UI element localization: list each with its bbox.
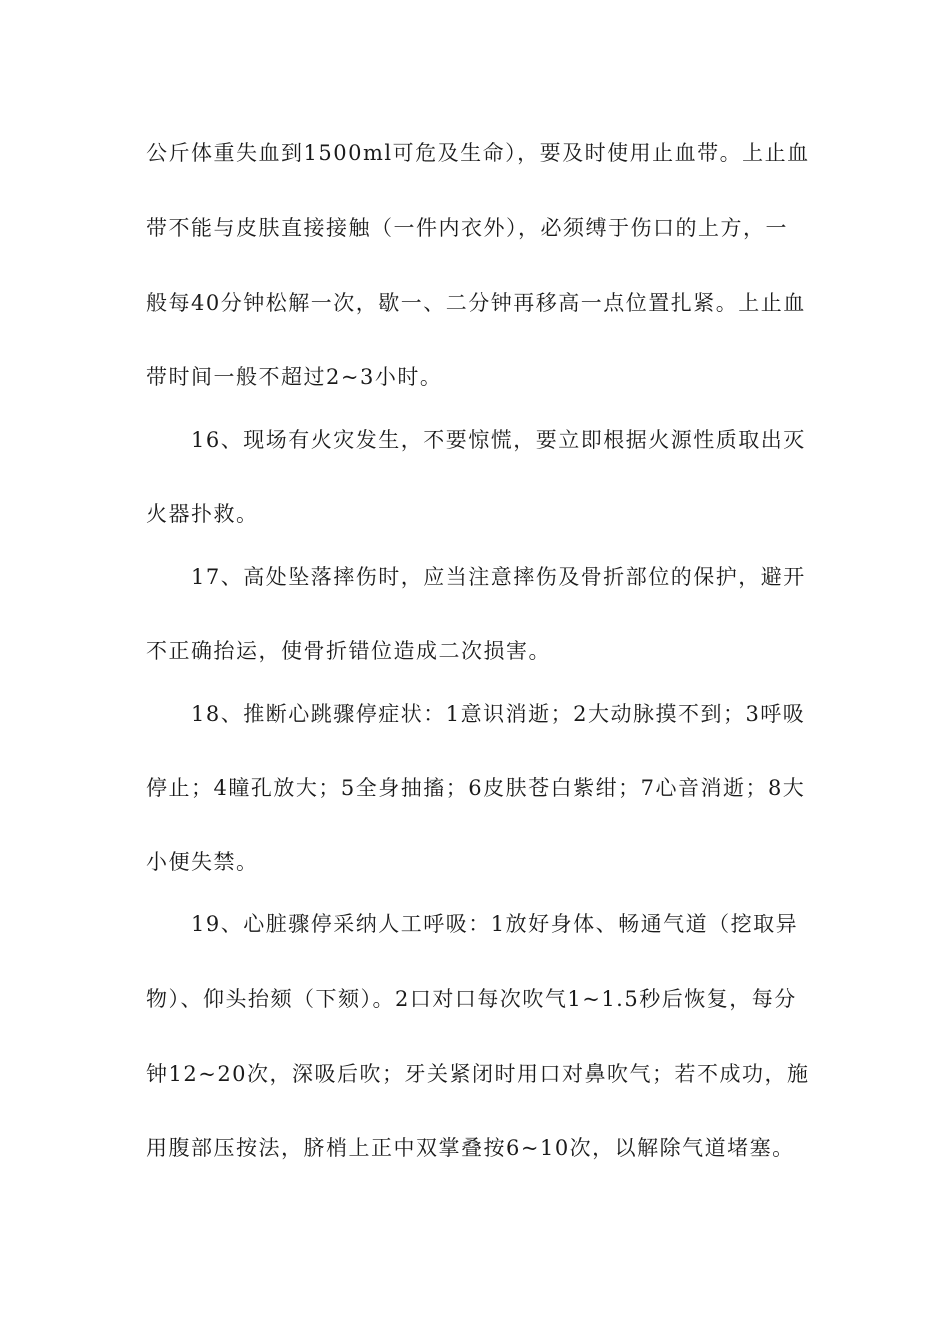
text-line: 小便失禁。 <box>146 850 259 874</box>
text-line: 不正确抬运，使骨折错位造成二次损害。 <box>146 639 551 663</box>
text-line: 般每40分钟松解一次，歇一、二分钟再移高一点位置扎紧。上止血 <box>146 291 806 315</box>
paragraph-19-first-line: 19、心脏骤停采纳人工呼吸：1放好身体、畅通气道（挖取异 <box>191 912 799 936</box>
paragraph-18-first-line: 18、推断心跳骤停症状：1意识消逝；2大动脉摸不到；3呼吸 <box>191 702 806 726</box>
text-line: 带时间一般不超过2~3小时。 <box>146 365 443 389</box>
paragraph-17-first-line: 17、高处坠落摔伤时，应当注意摔伤及骨折部位的保护，避开 <box>191 565 806 589</box>
text-line: 物）、仰头抬颏（下颏）。2口对口每次吹气1~1.5秒后恢复，每分 <box>146 987 797 1011</box>
text-line: 用腹部压按法，脐梢上正中双掌叠按6~10次，以解除气道堵塞。 <box>146 1136 795 1160</box>
text-line: 停止；4瞳孔放大；5全身抽搐；6皮肤苍白紫绀；7心音消逝；8大 <box>146 776 806 800</box>
text-line: 带不能与皮肤直接接触（一件内衣外），必须缚于伤口的上方，一 <box>146 216 788 240</box>
text-line: 钟12~20次，深吸后吹；牙关紧闭时用口对鼻吹气；若不成功，施 <box>146 1062 810 1086</box>
text-line: 火器扑救。 <box>146 502 259 526</box>
text-line: 公斤体重失血到1500ml可危及生命），要及时使用止血带。上止血 <box>146 141 810 165</box>
paragraph-16-first-line: 16、现场有火灾发生，不要惊慌，要立即根据火源性质取出灭 <box>191 428 806 452</box>
